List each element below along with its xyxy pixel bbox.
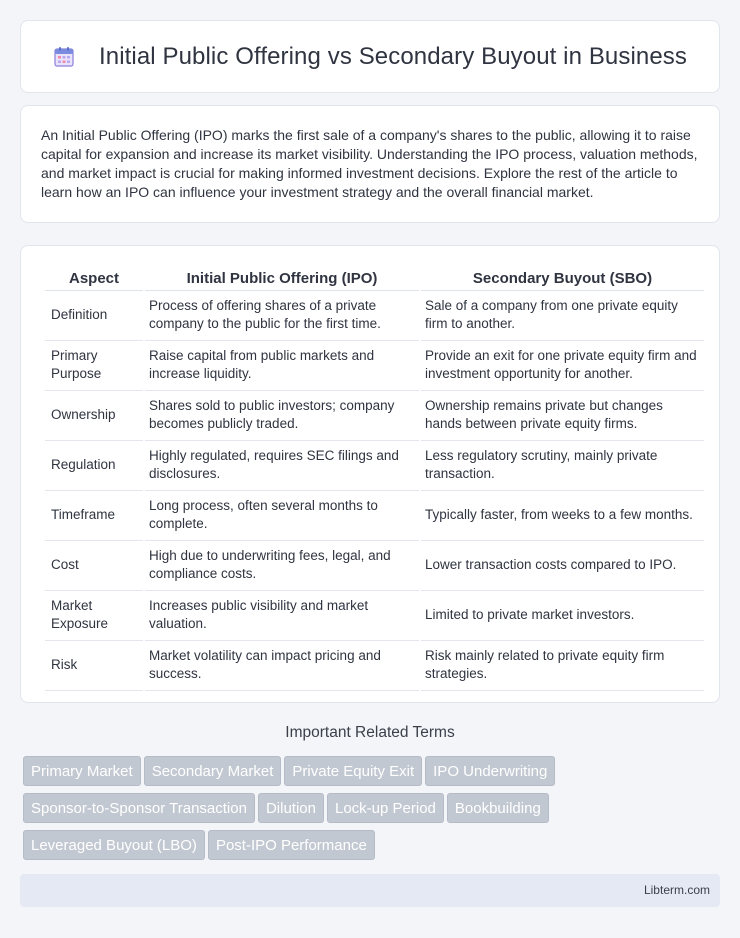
table-row bbox=[45, 641, 704, 691]
row-sbo: Lower transaction costs compared to IPO. bbox=[421, 541, 704, 591]
comparison-table-card bbox=[20, 245, 720, 703]
related-terms-title: Important Related Terms bbox=[285, 724, 455, 741]
comparison-table bbox=[43, 266, 706, 691]
table-row bbox=[45, 441, 704, 491]
row-sbo: Typically faster, from weeks to a few months. bbox=[421, 491, 704, 541]
row-sbo: Sale of a company from one private equity firm to another. bbox=[421, 291, 704, 341]
row-sbo: Limited to private market investors. bbox=[421, 591, 704, 641]
related-term-tag[interactable]: Sponsor-to-Sponsor Transaction bbox=[23, 793, 255, 823]
row-ipo: Raise capital from public markets and increase liquidity. bbox=[145, 341, 419, 391]
related-term-tag[interactable]: Leveraged Buyout (LBO) bbox=[23, 830, 205, 860]
row-sbo: Provide an exit for one private equity firm and investment opportunity for another. bbox=[421, 341, 704, 391]
footer-brand[interactable]: Libterm.com bbox=[643, 883, 710, 897]
row-aspect: Definition bbox=[45, 291, 143, 341]
row-aspect: Ownership bbox=[45, 391, 143, 441]
row-aspect: Market Exposure bbox=[45, 591, 143, 641]
row-aspect: Cost bbox=[45, 541, 143, 591]
calendar-icon bbox=[53, 46, 75, 68]
related-term-tag[interactable]: Post-IPO Performance bbox=[208, 830, 375, 860]
table-row bbox=[45, 291, 704, 341]
row-ipo: Process of offering shares of a private company to the public for the first time. bbox=[145, 291, 419, 341]
row-aspect: Primary Purpose bbox=[45, 341, 143, 391]
row-aspect: Regulation bbox=[45, 441, 143, 491]
related-terms-list bbox=[23, 756, 723, 867]
table-row bbox=[45, 341, 704, 391]
row-ipo: Increases public visibility and market valuation. bbox=[145, 591, 419, 641]
row-sbo: Less regulatory scrutiny, mainly private transaction. bbox=[421, 441, 704, 491]
header-card bbox=[20, 20, 720, 93]
related-term-tag[interactable]: IPO Underwriting bbox=[425, 756, 555, 786]
row-ipo: Highly regulated, requires SEC filings and disclosures. bbox=[145, 441, 419, 491]
row-ipo: Shares sold to public investors; company becomes publicly traded. bbox=[145, 391, 419, 441]
row-ipo: Market volatility can impact pricing and success. bbox=[145, 641, 419, 691]
footer bbox=[20, 874, 720, 907]
table-row bbox=[45, 391, 704, 441]
related-term-tag[interactable]: Private Equity Exit bbox=[284, 756, 422, 786]
table-row bbox=[45, 491, 704, 541]
row-sbo: Ownership remains private but changes hands between private equity firms. bbox=[421, 391, 704, 441]
related-term-tag[interactable]: Bookbuilding bbox=[447, 793, 549, 823]
page-title: Initial Public Offering vs Secondary Buyout in Business bbox=[98, 42, 688, 70]
intro-text: An Initial Public Offering (IPO) marks the first sale of a company's shares to the public, allowing it to raise capital for expansion and increase its market visibility. Understanding the IPO process, valuation methods, and market impact is crucial for making informed investment decisions. Explore the rest of the article to learn how an IPO can influence your investment strategy and the overall financial market. bbox=[41, 127, 698, 200]
table-row bbox=[45, 591, 704, 641]
related-term-tag[interactable]: Primary Market bbox=[23, 756, 141, 786]
table-header-row bbox=[45, 266, 704, 291]
row-ipo: Long process, often several months to complete. bbox=[145, 491, 419, 541]
table-row bbox=[45, 541, 704, 591]
intro-card bbox=[20, 105, 720, 223]
related-term-tag[interactable]: Dilution bbox=[258, 793, 324, 823]
row-aspect: Timeframe bbox=[45, 491, 143, 541]
row-ipo: High due to underwriting fees, legal, and compliance costs. bbox=[145, 541, 419, 591]
row-aspect: Risk bbox=[45, 641, 143, 691]
related-term-tag[interactable]: Secondary Market bbox=[144, 756, 282, 786]
column-header-ipo: Initial Public Offering (IPO) bbox=[145, 266, 419, 291]
row-sbo: Risk mainly related to private equity firm strategies. bbox=[421, 641, 704, 691]
column-header-aspect: Aspect bbox=[45, 266, 143, 291]
related-term-tag[interactable]: Lock-up Period bbox=[327, 793, 444, 823]
column-header-sbo: Secondary Buyout (SBO) bbox=[421, 266, 704, 291]
